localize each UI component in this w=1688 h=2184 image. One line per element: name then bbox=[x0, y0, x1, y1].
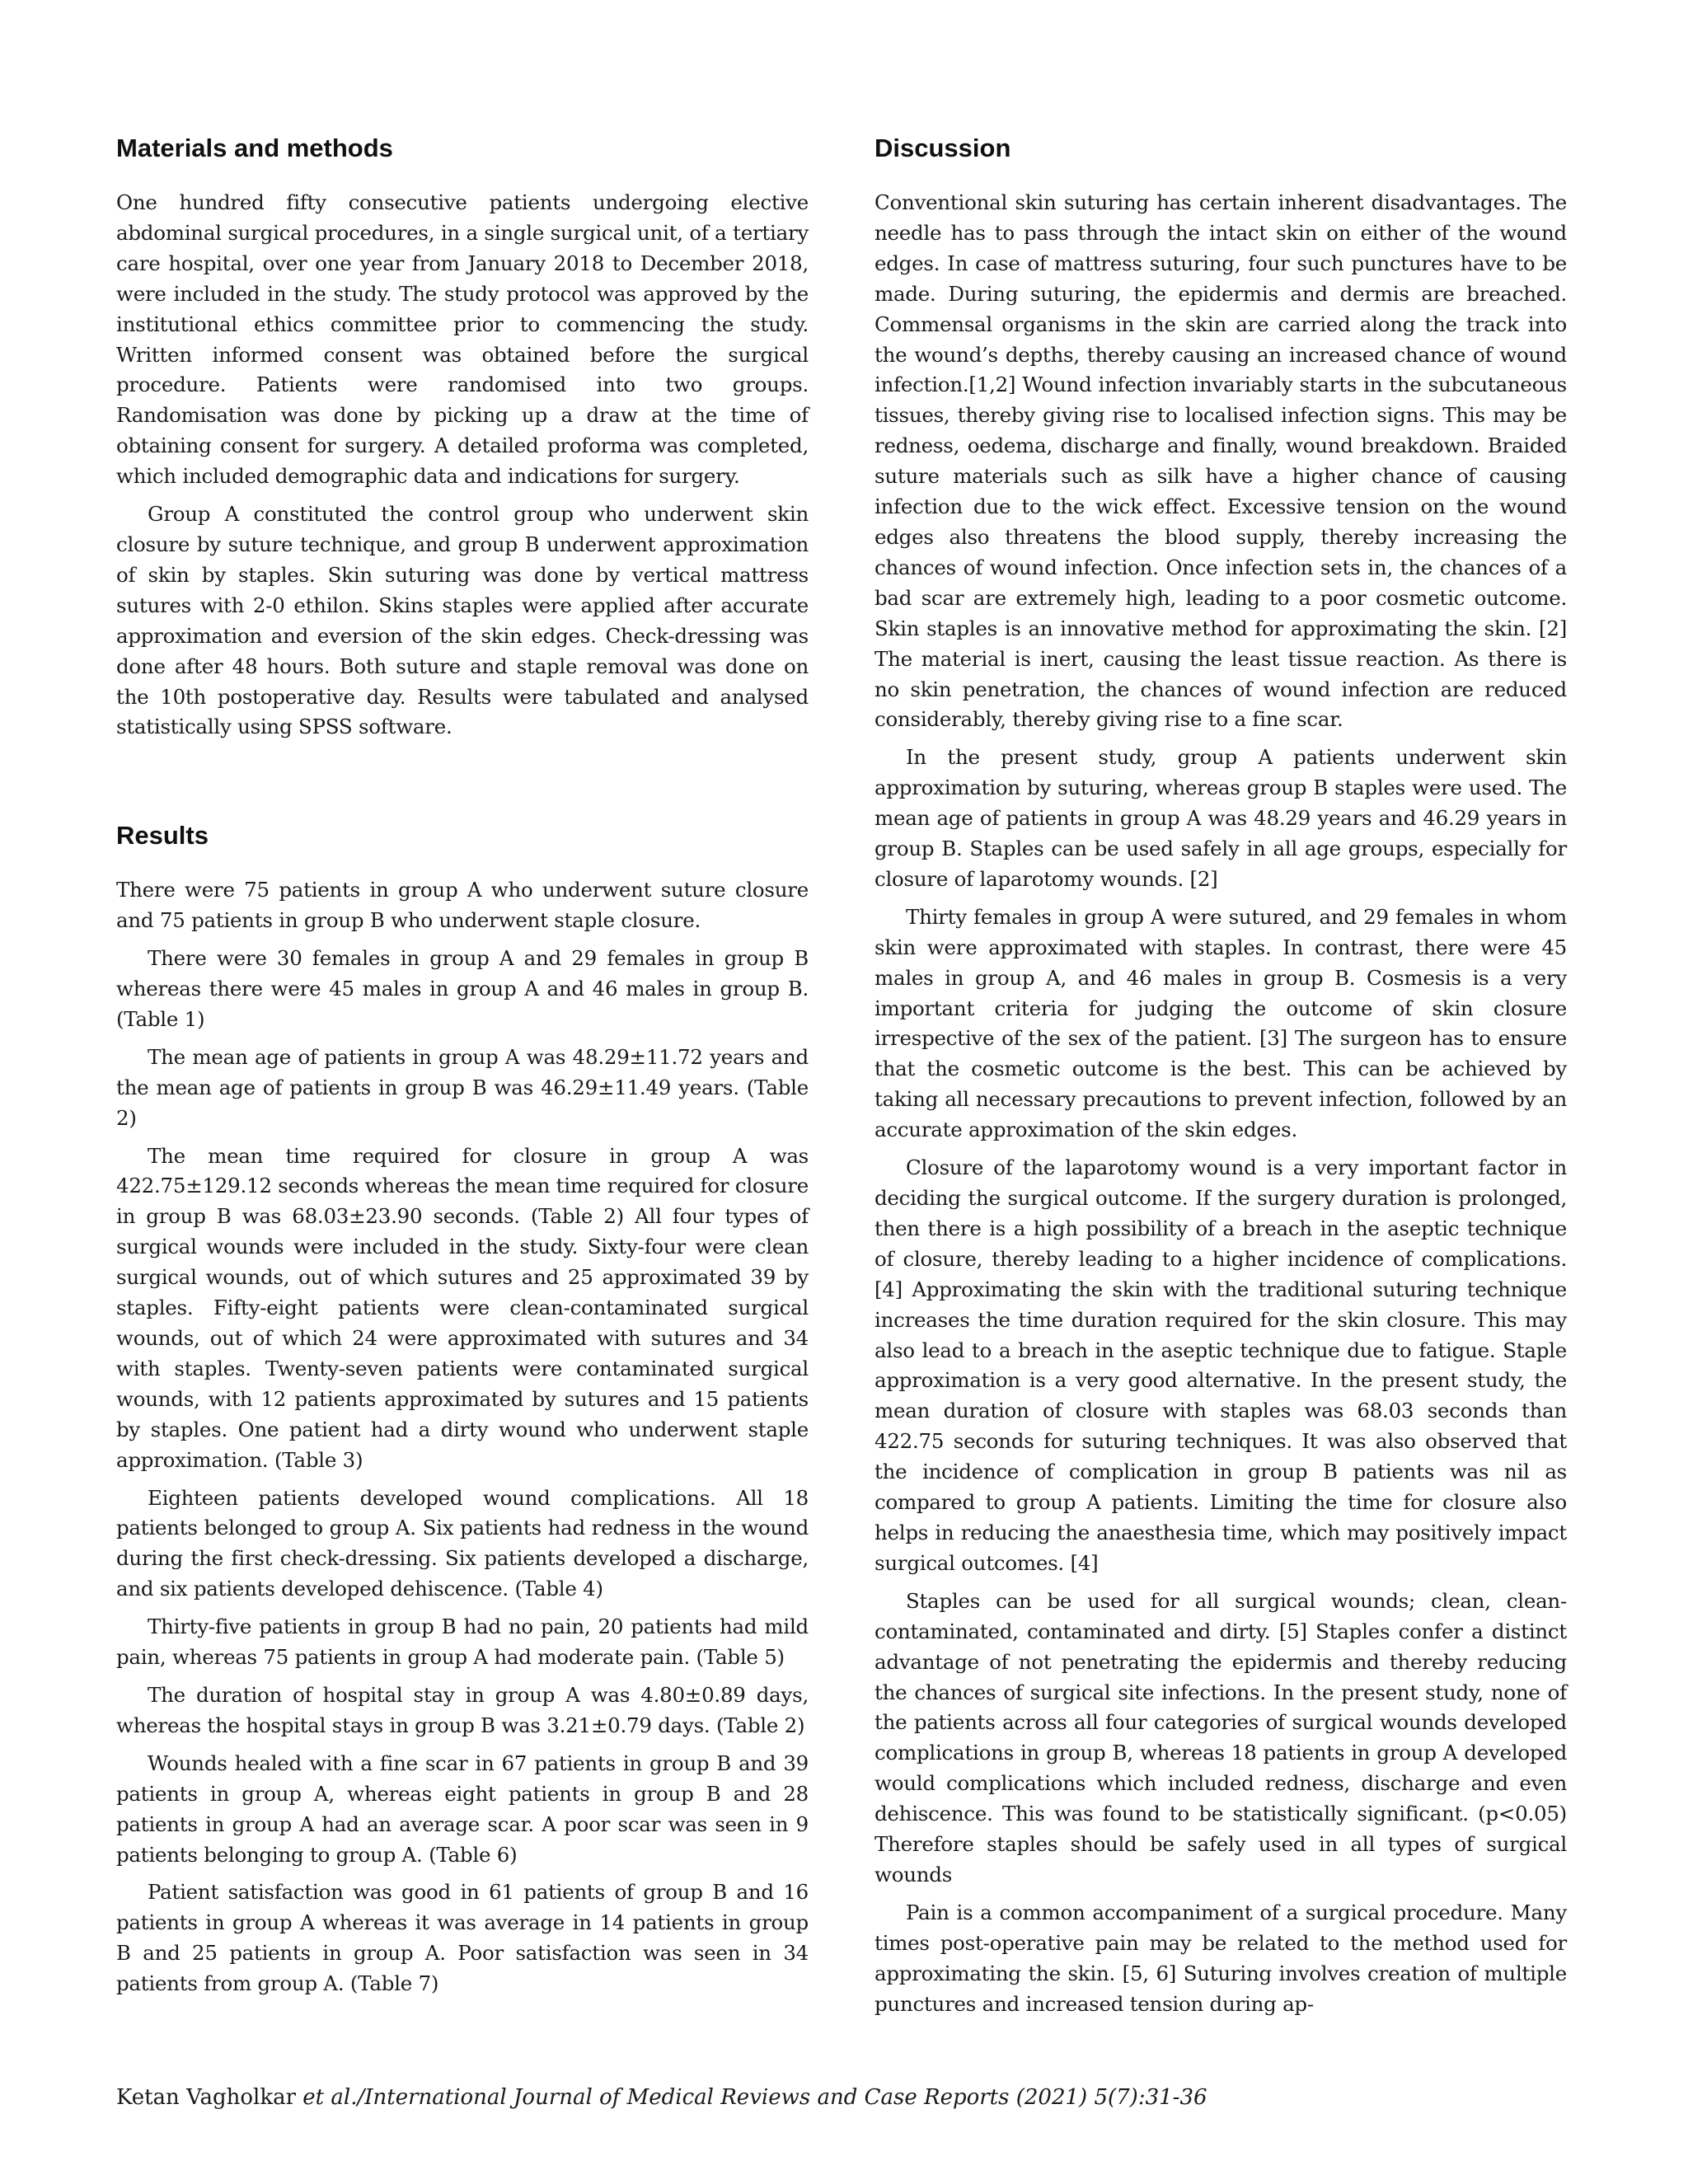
materials-paragraph: Group A constituted the control group who underwent skin closure by suture technique, and group B underwent approximation of skin by staples. Skin suturing was done by vertical mattress sutures with 2-0 ethilon. Skins staples were applied after accurate approximation and eversion of the skin edges. Check-dressing was done after 48 hours. Both suture and staple removal was done on the 10th postoperative day. Results were tabulated and analysed statistically using SPSS software. bbox=[116, 502, 809, 739]
results-paragraph: Patient satisfaction was good in 61 patients of group B and 16 patients in group A whereas it was average in 14 patients in group B and 25 patients in group A. Poor satisfaction was seen in 34 patients from group A. (Table 7) bbox=[116, 1880, 809, 1996]
materials-paragraph: One hundred fifty consecutive patients undergoing elective abdominal surgical procedures, in a single surgical unit, of a tertiary care hospital, over one year from January 2018 to December 2018, were included in the study. The study protocol was approved by the institutional ethics committee prior to commencing the study. Written informed consent was obtained before the surgical procedure. Patients were randomised into two groups. Randomisation was done by picking up a draw at the time of obtaining consent for surgery. A detailed proforma was completed, which included demographic data and indications for surgery. bbox=[116, 190, 809, 489]
results-heading: Results bbox=[116, 821, 209, 851]
left-column bbox=[116, 134, 809, 2007]
discussion-paragraph: Pain is a common accompaniment of a surgical procedure. Many times post-operative pain may be related to the method used for approximating the skin. [5, 6] Suturing involves creation of multiple punctures and increased tension during ap- bbox=[874, 1900, 1567, 2016]
discussion-paragraph: Thirty females in group A were sutured, and 29 females in whom skin were approximated with staples. In contrast, there were 45 males in group A, and 46 males in group B. Cosmesis is a very important criteria for judging the outcome of skin closure irrespective of the sex of the patient. [3] The surgeon has to ensure that the cosmetic outcome is the best. This can be achieved by taking all necessary precautions to prevent infection, followed by an accurate approximation of the skin edges. bbox=[874, 904, 1567, 1142]
results-paragraph: Thirty-five patients in group B had no pain, 20 patients had mild pain, whereas 75 patients in group A had moderate pain. (Table 5) bbox=[116, 1615, 809, 1670]
discussion-paragraph: Conventional skin suturing has certain inherent disadvantages. The needle has to pass through the intact skin on either of the wound edges. In case of mattress suturing, four such punctures have to be made. During suturing, the epidermis and dermis are breached. Commensal organisms in the skin are carried along the track into the wound’s depths, thereby causing an increased chance of wound infection.[1,2] Wound infection invariably starts in the subcutaneous tissues, thereby giving rise to localised infection signs. This may be redness, oedema, discharge and finally, wound breakdown. Braided suture materials such as silk have a higher chance of causing infection due to the wick effect. Excessive tension on the wound edges also threatens the blood supply, thereby increasing the chances of wound infection. Once infection sets in, the chances of a bad scar are extremely high, leading to a poor cosmetic outcome. Skin staples is an innovative method for approximating the skin. [2] The material is inert, causing the least tissue reaction. As there is no skin penetration, the chances of wound infection are reduced considerably, thereby giving rise to a fine scar. bbox=[874, 190, 1567, 732]
footer-citation: International Journal of Medical Reviews and Case Reports (2021) 5(7):31-36 bbox=[364, 2085, 1207, 2110]
results-paragraph: Eighteen patients developed wound complications. All 18 patients belonged to group A. Six patients had redness in the wound during the first check-dressing. Six patients developed a discharge, and six patients developed dehiscence. (Table 4) bbox=[116, 1485, 809, 1601]
page-footer bbox=[116, 2083, 1207, 2111]
results-paragraph: There were 75 patients in group A who underwent suture closure and 75 patients in group B who underwent staple closure. bbox=[116, 878, 809, 933]
materials-methods-heading: Materials and methods bbox=[116, 134, 393, 162]
results-paragraph: There were 30 females in group A and 29 females in group B whereas there were 45 males in group A and 46 males in group B. (Table 1) bbox=[116, 946, 809, 1031]
discussion-heading: Discussion bbox=[874, 134, 1011, 162]
footer-author: Ketan Vagholkar bbox=[116, 2085, 297, 2110]
results-paragraph: The duration of hospital stay in group A was 4.80±0.89 days, whereas the hospital stays in group B was 3.21±0.79 days. (Table 2) bbox=[116, 1682, 809, 1737]
footer-etal: et al./ bbox=[302, 2085, 365, 2110]
discussion-paragraph: Staples can be used for all surgical wounds; clean, clean-contaminated, contaminated and dirty. [5] Staples confer a distinct advantage of not penetrating the epidermis and thereby reducing the chances of surgical site infections. In the present study, none of the patients across all four categories of surgical wounds developed complications in group B, whereas 18 patients in group A developed would complications which included redness, discharge and even dehiscence. This was found to be statistically significant. (p<0.05) Therefore staples should be safely used in all types of surgical wounds bbox=[874, 1588, 1567, 1886]
results-paragraph: Wounds healed with a fine scar in 67 patients in group B and 39 patients in group A, whereas eight patients in group B and 28 patients in group A had an average scar. A poor scar was seen in 9 patients belonging to group A. (Table 6) bbox=[116, 1750, 809, 1867]
discussion-paragraph: Closure of the laparotomy wound is a very important factor in deciding the surgical outcome. If the surgery duration is prolonged, then there is a high possibility of a breach in the aseptic technique of closure, thereby leading to a higher incidence of complications. [4] Approximating the skin with the traditional suturing technique increases the time duration required for the skin closure. This may also lead to a breach in the aseptic technique due to fatigue. Staple approximation is a very good alternative. In the present study, the mean duration of closure with staples was 68.03 seconds than 422.75 seconds for suturing techniques. It was also observed that the incidence of complication in group B patients was nil as compared to group A patients. Limiting the time for closure also helps in reducing the anaesthesia time, which may positively impact surgical outcomes. [4] bbox=[874, 1155, 1567, 1575]
section-spacer bbox=[116, 750, 809, 821]
discussion-paragraph: In the present study, group A patients underwent skin approximation by suturing, whereas group B staples were used. The mean age of patients in group A was 48.29 years and 46.29 years in group B. Staples can be used safely in all age groups, especially for closure of laparotomy wounds. [2] bbox=[874, 745, 1567, 891]
results-paragraph: The mean age of patients in group A was 48.29±11.72 years and the mean age of patients in group B was 46.29±11.49 years. (Table 2) bbox=[116, 1044, 809, 1130]
right-column bbox=[874, 134, 1567, 2027]
results-paragraph: The mean time required for closure in group A was 422.75±129.12 seconds whereas the mean time required for closure in group B was 68.03±23.90 seconds. (Table 2) All four types of surgical wounds were included in the study. Sixty-four were clean surgical wounds, out of which sutures and 25 approximated 39 by staples. Fifty-eight patients were clean-contaminated surgical wounds, out of which 24 were approximated with sutures and 34 with staples. Twenty-seven patients were contaminated surgical wounds, with 12 patients approximated by sutures and 15 patients by staples. One patient had a dirty wound who underwent staple approximation. (Table 3) bbox=[116, 1143, 809, 1472]
